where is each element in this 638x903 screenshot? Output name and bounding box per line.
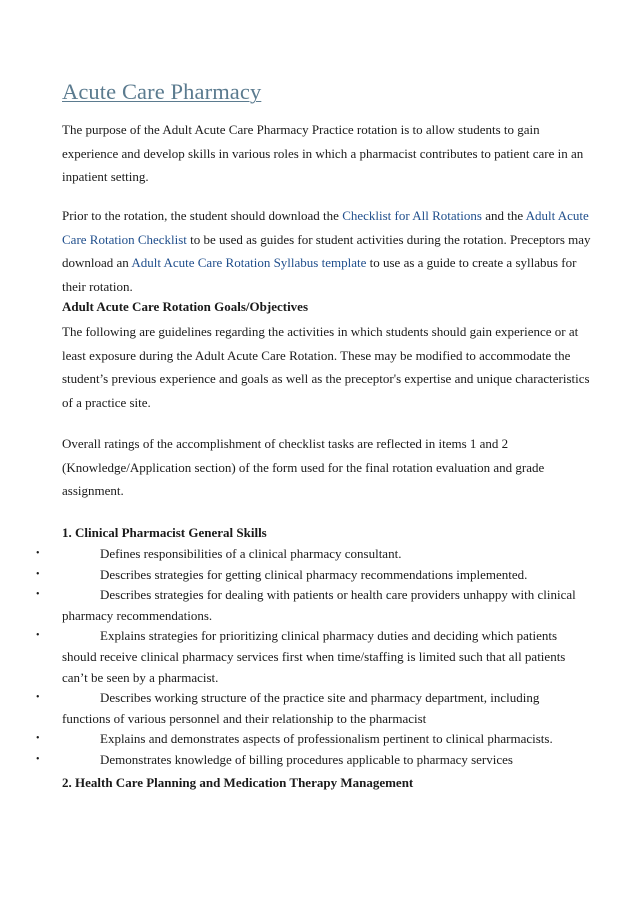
list-item-text: Describes working structure of the practice site and pharmacy department, including functions of various personnel and their relationship to the pharmacist	[62, 690, 540, 726]
list-item-text: Explains strategies for prioritizing clinical pharmacy duties and deciding which patients should receive clinical pharmacy services first when time/staffing is limited such that all patients can’t be seen by a pharmacist.	[62, 628, 566, 685]
list-item-text: Explains and demonstrates aspects of professionalism pertinent to clinical pharmacists.	[100, 731, 553, 747]
prior-text-2: and the	[481, 208, 526, 223]
ratings-paragraph: Overall ratings of the accomplishment of checklist tasks are reflected in items 1 and 2 (Knowledge/Application section) of the form used for the final rotation evaluation and grade assignment.	[62, 436, 545, 499]
bullet-icon: •	[36, 753, 40, 765]
bullet-icon: •	[36, 692, 40, 704]
page-title: Acute Care Pharmacy	[62, 79, 262, 104]
bullet-icon: •	[36, 548, 40, 559]
bullet-icon: •	[36, 733, 40, 745]
list-item	[0, 585, 582, 626]
section-2-heading: 2. Health Care Planning and Medication Therapy Management	[62, 775, 414, 790]
bullet-icon: •	[36, 630, 40, 642]
prior-to-rotation-paragraph	[62, 204, 592, 298]
section-1-heading: 1. Clinical Pharmacist General Skills	[62, 525, 267, 540]
skills-list	[0, 544, 600, 771]
bullet-icon: •	[36, 589, 40, 601]
acute-care-checklist-link[interactable]: Adult Acute Care Rotation Checklist	[62, 208, 589, 247]
guidelines-paragraph: The following are guidelines regarding the activities in which students should gain experience or at least exposure during the Adult Acute Care Rotation. These may be modified to accommodate the student’s previous experience and goals as well as the preceptor's expertise and unique characteristics of a practice site.	[62, 324, 590, 410]
list-item	[0, 544, 582, 565]
goals-heading: Adult Acute Care Rotation Goals/Objectives	[62, 299, 309, 314]
list-item-text: Describes strategies for dealing with patients or health care providers unhappy with clinical pharmacy recommendations.	[62, 587, 576, 623]
list-item	[0, 688, 582, 729]
syllabus-template-link[interactable]: Adult Acute Care Rotation Syllabus template	[131, 255, 367, 271]
list-item-text: Demonstrates knowledge of billing procedures applicable to pharmacy services	[100, 751, 513, 767]
prior-text-3: to be used as guides for student activities during the rotation. Preceptors may download an	[62, 231, 591, 271]
list-item	[0, 750, 582, 771]
list-item	[0, 626, 582, 688]
bullet-icon: •	[36, 568, 40, 580]
list-item-text: Defines responsibilities of a clinical pharmacy consultant.	[100, 546, 402, 561]
prior-text-4: to use as a guide to create a syllabus for their rotation.	[62, 255, 577, 294]
list-item	[0, 729, 582, 750]
list-item	[0, 565, 582, 586]
prior-text-1: Prior to the rotation, the student should download the	[62, 208, 343, 223]
intro-paragraph: The purpose of the Adult Acute Care Pharmacy Practice rotation is to allow students to gain experience and develop skills in various roles in which a pharmacist contributes to patient care in an inpatient setting.	[62, 122, 584, 185]
list-item-text: Describes strategies for getting clinical pharmacy recommendations implemented.	[100, 566, 528, 582]
checklist-all-rotations-link[interactable]: Checklist for All Rotations	[342, 208, 482, 223]
